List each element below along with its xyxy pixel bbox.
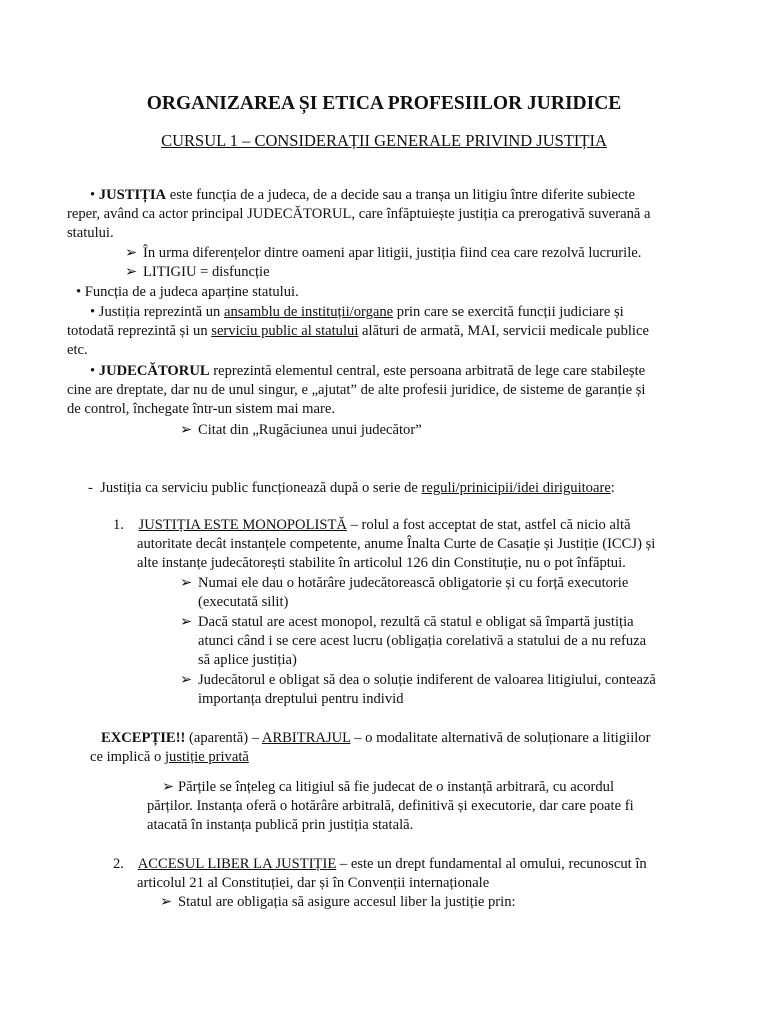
item-number: 2. (113, 856, 124, 872)
bold-term: JUDECĂTORUL (98, 363, 210, 379)
arrow-item (162, 778, 614, 797)
text-line: cine are dreptate, dar nu de unul singur, e „ajutat” de alte profesii juridice, de sisteme de garanție și (67, 382, 646, 398)
text: totodată reprezintă și un (67, 323, 212, 339)
bullet: • (90, 304, 96, 320)
text: Numai ele dau o hotărâre judecătorească obligatorie și cu forță executorie (198, 575, 629, 591)
underlined-text: ansamblu de instituții/organe (224, 304, 394, 320)
text-line: statului. (67, 225, 114, 241)
arrow-icon: ➢ (162, 779, 175, 795)
text: este funcția de a judeca, de a decide sau a tranșa un litigiu între diferite subiecte (166, 187, 635, 203)
page-subtitle: CURSUL 1 – CONSIDERAȚII GENERALE PRIVIND JUSTIȚIA (161, 131, 607, 150)
text: : (610, 480, 615, 496)
bullet-item (76, 283, 299, 302)
text: (aparentă) – (185, 730, 262, 746)
underlined-text: ARBITRAJUL (261, 730, 351, 746)
text-line: reper, având ca actor principal JUDECĂTORUL, care înfăptuiește justiția ca prerogativă suverană a (67, 206, 651, 222)
bullet: • (90, 363, 96, 379)
page-title: ORGANIZAREA ȘI ETICA PROFESIILOR JURIDICE (146, 93, 622, 114)
text: reprezintă elementul central, este persoana arbitrată de lege care stabilește (209, 363, 646, 379)
text: prin care se exercită funcții judiciare și (393, 304, 624, 320)
underlined-text: ACCESUL LIBER LA JUSTIȚIE (137, 856, 337, 872)
arrow-item (180, 671, 656, 690)
arrow-item (180, 613, 634, 632)
arrow-icon: ➢ (180, 575, 193, 591)
text: Justiția ca serviciu public funcționează după o serie de (100, 480, 422, 496)
numbered-item-1 (113, 516, 631, 535)
dash: - (88, 480, 93, 496)
underlined-text: serviciu public al statului (211, 323, 359, 339)
underlined-text: reguli/prinicipii/idei diriguitoare (421, 480, 611, 496)
bullet: • (90, 187, 96, 203)
text-line: atacată în instanța publică prin justiția statală. (147, 817, 414, 833)
principles-intro (88, 479, 615, 498)
text: – o modalitate alternativă de soluționare a litigiilor (350, 730, 651, 746)
exception-paragraph (101, 729, 650, 748)
arrow-icon: ➢ (160, 894, 173, 910)
arrow-item (125, 263, 270, 282)
arrow-item (160, 893, 516, 912)
text: ce implică o (90, 749, 165, 765)
text: Statul are obligația să asigure accesul liber la justiție prin: (178, 894, 516, 910)
text-line (67, 322, 649, 341)
text: Părțile se înțeleg ca litigiul să fie judecat de o instanță arbitrară, cu acordul (178, 779, 615, 795)
text-line: de control, închegate într-un sistem mai mare. (67, 401, 335, 417)
text-line (90, 748, 249, 767)
text-line: autoritate decât instanțele competente, anume Înalta Curte de Casație și Justiție (ICCJ) și (137, 536, 656, 552)
text: – rolul a fost acceptat de stat, astfel că nicio altă (346, 517, 631, 533)
text: Citat din „Rugăciunea unui judecător” (198, 422, 422, 438)
paragraph-justitia (90, 186, 635, 205)
arrow-icon: ➢ (125, 245, 138, 261)
text-line: importanța dreptului pentru individ (198, 691, 404, 707)
arrow-item (180, 421, 422, 440)
arrow-icon: ➢ (180, 672, 193, 688)
text: alături de armată, MAI, servicii medicale publice (358, 323, 649, 339)
text: Justiția reprezintă un (98, 304, 224, 320)
underlined-text: justiție privată (164, 749, 249, 765)
text: Dacă statul are acest monopol, rezultă că statul e obligat să împartă justiția (198, 614, 634, 630)
text: În urma diferențelor dintre oameni apar litigii, justiția fiind cea care rezolvă lucrurile. (143, 245, 642, 261)
bullet-item (90, 303, 624, 322)
text-line: etc. (67, 342, 88, 358)
text-line: părților. Instanța oferă o hotărâre arbitrală, definitivă și executorie, dar care poate fi (147, 798, 634, 814)
text-line: articolul 21 al Constituției, dar și în Convenții internaționale (137, 875, 490, 891)
arrow-icon: ➢ (180, 422, 193, 438)
arrow-icon: ➢ (180, 614, 193, 630)
numbered-item-2 (113, 855, 647, 874)
text: LITIGIU = disfuncție (143, 264, 270, 280)
text: Judecătorul e obligat să dea o soluție indiferent de valoarea litigiului, contează (198, 672, 656, 688)
paragraph-judecatorul (90, 362, 645, 381)
text-line: alte instanțe judecătorești stabilite în articolul 126 din Constituție, nu o pot înfăptui. (137, 555, 626, 571)
arrow-item (180, 574, 628, 593)
bold-term: JUSTIȚIA (98, 187, 167, 203)
arrow-icon: ➢ (125, 264, 138, 280)
bullet: • (76, 284, 82, 300)
bold-term: EXCEPȚIE!! (101, 730, 186, 746)
text: – este un drept fundamental al omului, recunoscut în (336, 856, 647, 872)
text-line: să aplice justiția) (198, 652, 297, 668)
text-line: atunci când i se cere acest lucru (obligația corelativă a statului de a nu refuza (198, 633, 647, 649)
text-line: (executată silit) (198, 594, 289, 610)
arrow-item (125, 244, 641, 263)
item-number: 1. (113, 517, 124, 533)
text: Funcția de a judeca aparține statului. (84, 284, 299, 300)
underlined-text: JUSTIȚIA ESTE MONOPOLISTĂ (138, 517, 347, 533)
